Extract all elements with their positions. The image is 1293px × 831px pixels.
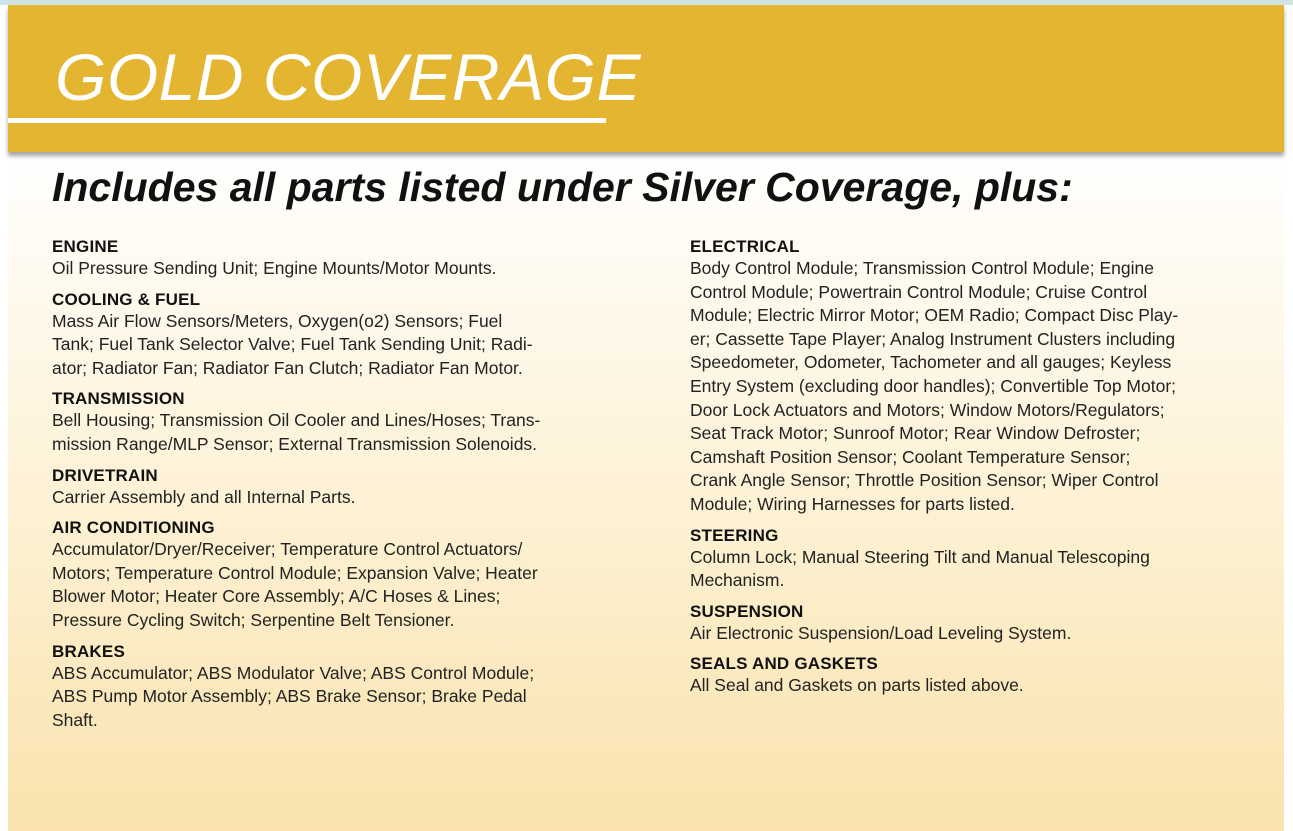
section-parts-text	[690, 257, 1260, 517]
coverage-subtitle: Includes all parts listed under Silver Coverage, plus:	[52, 164, 1073, 210]
parts-line: Bell Housing; Transmission Oil Cooler and Lines/Hoses; Trans-	[52, 410, 541, 431]
parts-line: Body Control Module; Transmission Control Module; Engine	[690, 258, 1154, 278]
section-heading: TRANSMISSION	[52, 389, 185, 409]
left-column	[52, 237, 612, 741]
parts-line: Column Lock; Manual Steering Tilt and Manual Telescoping	[690, 546, 1150, 567]
coverage-section	[52, 466, 612, 510]
section-heading: AIR CONDITIONING	[52, 518, 215, 538]
title-underline	[8, 118, 606, 123]
parts-line: ABS Pump Motor Assembly; ABS Brake Sensor; Brake Pedal	[52, 686, 527, 707]
parts-line: Camshaft Position Sensor; Coolant Temperature Sensor;	[690, 446, 1131, 467]
parts-line: Module; Wiring Harnesses for parts listed.	[690, 493, 1015, 514]
section-heading: DRIVETRAIN	[52, 465, 158, 485]
parts-line: All Seal and Gaskets on parts listed above.	[690, 675, 1024, 696]
parts-line: er; Cassette Tape Player; Analog Instrument Clusters including	[690, 328, 1176, 349]
parts-line: ABS Accumulator; ABS Modulator Valve; ABS Control Module;	[52, 662, 535, 683]
parts-line: Blower Motor; Heater Core Assembly; A/C Hoses & Lines;	[52, 586, 501, 607]
parts-line: Crank Angle Sensor; Throttle Position Sensor; Wiper Control	[690, 470, 1159, 491]
right-column	[690, 237, 1260, 707]
parts-line: Carrier Assembly and all Internal Parts.	[52, 486, 356, 507]
parts-line: ator; Radiator Fan; Radiator Fan Clutch; Radiator Fan Motor.	[52, 357, 523, 378]
coverage-section	[52, 642, 612, 733]
section-parts-text	[52, 538, 612, 632]
title-banner	[8, 5, 1284, 152]
section-parts-text	[52, 486, 612, 510]
section-parts-text	[690, 674, 1260, 698]
parts-line: Control Module; Powertrain Control Module; Cruise Control	[690, 281, 1148, 302]
parts-line: Seat Track Motor; Sunroof Motor; Rear Window Defroster;	[690, 423, 1141, 444]
section-heading: ELECTRICAL	[690, 237, 800, 256]
section-heading: BRAKES	[52, 641, 125, 661]
coverage-section	[690, 526, 1260, 593]
parts-line: Module; Electric Mirror Motor; OEM Radio; Compact Disc Play-	[690, 305, 1179, 326]
parts-line: Air Electronic Suspension/Load Leveling System.	[690, 622, 1072, 643]
section-parts-text	[690, 546, 1260, 593]
parts-line: Mass Air Flow Sensors/Meters, Oxygen(o2) Sensors; Fuel	[52, 310, 503, 331]
section-parts-text	[52, 409, 612, 456]
parts-line: Door Lock Actuators and Motors; Window Motors/Regulators;	[690, 399, 1165, 420]
parts-line: Accumulator/Dryer/Receiver; Temperature Control Actuators/	[52, 539, 523, 560]
parts-line: Mechanism.	[690, 570, 785, 591]
page-title: GOLD COVERAGE	[55, 40, 641, 114]
coverage-section	[52, 290, 612, 381]
parts-line: Motors; Temperature Control Module; Expansion Valve; Heater	[52, 562, 538, 583]
section-parts-text	[52, 310, 612, 381]
coverage-section	[690, 654, 1260, 698]
parts-line: Shaft.	[52, 709, 98, 730]
coverage-section	[690, 602, 1260, 646]
parts-line: Entry System (excluding door handles); Convertible Top Motor;	[690, 375, 1177, 396]
coverage-section	[690, 237, 1260, 517]
coverage-section	[52, 389, 612, 456]
parts-line: mission Range/MLP Sensor; External Transmission Solenoids.	[52, 433, 538, 454]
parts-line: Tank; Fuel Tank Selector Valve; Fuel Tank Sending Unit; Radi-	[52, 334, 533, 355]
section-heading: ENGINE	[52, 237, 119, 256]
section-heading: SEALS AND GASKETS	[690, 654, 878, 674]
parts-line: Oil Pressure Sending Unit; Engine Mounts/Motor Mounts.	[52, 258, 497, 278]
section-parts-text	[52, 257, 612, 281]
section-parts-text	[690, 622, 1260, 646]
parts-line: Speedometer, Odometer, Tachometer and all gauges; Keyless	[690, 352, 1172, 373]
section-heading: COOLING & FUEL	[52, 289, 201, 309]
parts-line: Pressure Cycling Switch; Serpentine Belt Tensioner.	[52, 609, 455, 630]
coverage-section	[52, 518, 612, 632]
coverage-section	[52, 237, 612, 281]
section-heading: SUSPENSION	[690, 601, 804, 621]
section-heading: STEERING	[690, 525, 779, 545]
section-parts-text	[52, 662, 612, 733]
